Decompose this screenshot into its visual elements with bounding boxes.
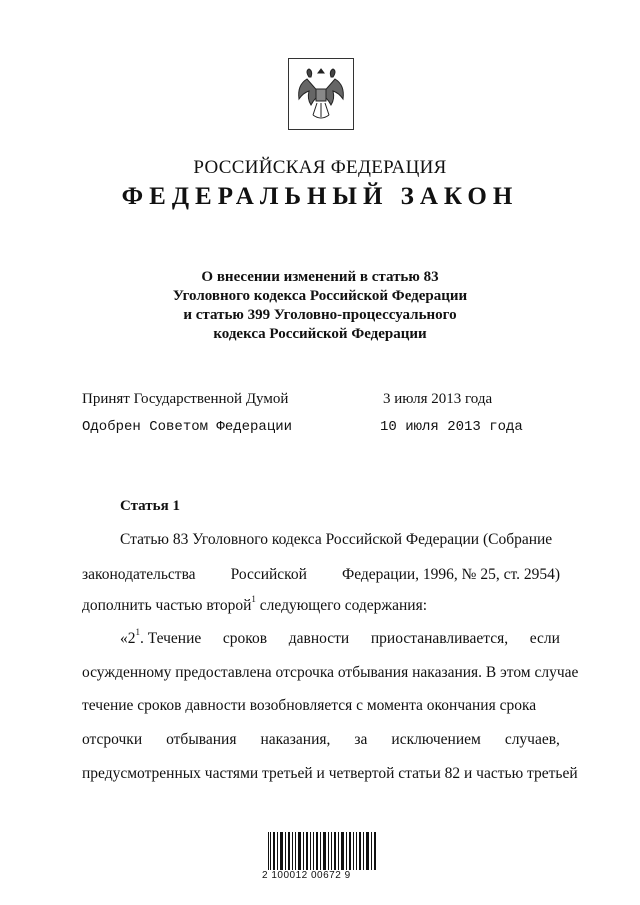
- duma-adoption-date: 3 июля 2013 года: [383, 391, 493, 407]
- law-subject: [100, 268, 540, 344]
- subject-line: кодекса Российской Федерации: [213, 326, 427, 342]
- council-approval-date: 10 июля 2013 года: [380, 419, 523, 435]
- word: Российской: [230, 566, 307, 583]
- paragraph-line: [82, 594, 428, 615]
- paragraph-line: [82, 566, 560, 584]
- text-run: следующего содержания:: [255, 597, 428, 614]
- text-run: дополнить частью второй: [82, 597, 252, 614]
- council-approval-label: Одобрен Советом Федерации: [82, 419, 293, 435]
- duma-adoption-label: Принят Государственной Думой: [82, 391, 289, 407]
- word: случаев,: [504, 731, 560, 748]
- text-run: «2: [120, 630, 136, 647]
- document-type-title: ФЕДЕРАЛЬНЫЙ ЗАКОН: [121, 183, 519, 210]
- subject-line: Уголовного кодекса Российской Федерации: [172, 288, 468, 304]
- paragraph-line: Статью 83 Уголовного кодекса Российской Федерации (Собрание: [120, 531, 553, 548]
- subject-line: и статью 399 Уголовно-процессуального: [183, 307, 457, 323]
- word: [120, 627, 202, 648]
- subject-line: О внесении изменений в статью 83: [201, 269, 439, 285]
- text-run: . Течение: [140, 630, 202, 647]
- country-name: РОССИЙСКАЯ ФЕДЕРАЦИЯ: [193, 157, 447, 178]
- word: наказания,: [260, 731, 331, 748]
- word: исключением: [391, 731, 481, 748]
- barcode-icon: [268, 828, 378, 873]
- word: сроков: [222, 630, 268, 647]
- paragraph-line: [82, 731, 560, 749]
- word: за: [354, 731, 368, 748]
- word: если: [529, 630, 560, 647]
- word: Федерации, 1996, № 25, ст. 2954): [341, 566, 560, 583]
- word: отсрочки: [82, 731, 143, 748]
- barcode-number: 2 100012 00672 9: [262, 870, 351, 881]
- paragraph-line: [120, 627, 560, 648]
- article-heading: Статья 1: [120, 498, 180, 514]
- paragraph-line: предусмотренных частями третьей и четвертой статьи 82 и частью третьей: [82, 765, 578, 782]
- paragraph-line: течение сроков давности возобновляется с момента окончания срока: [82, 697, 537, 714]
- word: законодательства: [82, 566, 196, 583]
- superscript: 1: [251, 594, 256, 604]
- word: давности: [288, 630, 350, 647]
- superscript: 1: [135, 627, 140, 637]
- word: приостанавливается,: [370, 630, 509, 647]
- coat-of-arms-icon: [288, 58, 354, 130]
- word: отбывания: [166, 731, 237, 748]
- paragraph-line: осужденному предоставлена отсрочка отбывания наказания. В этом случае: [82, 664, 579, 681]
